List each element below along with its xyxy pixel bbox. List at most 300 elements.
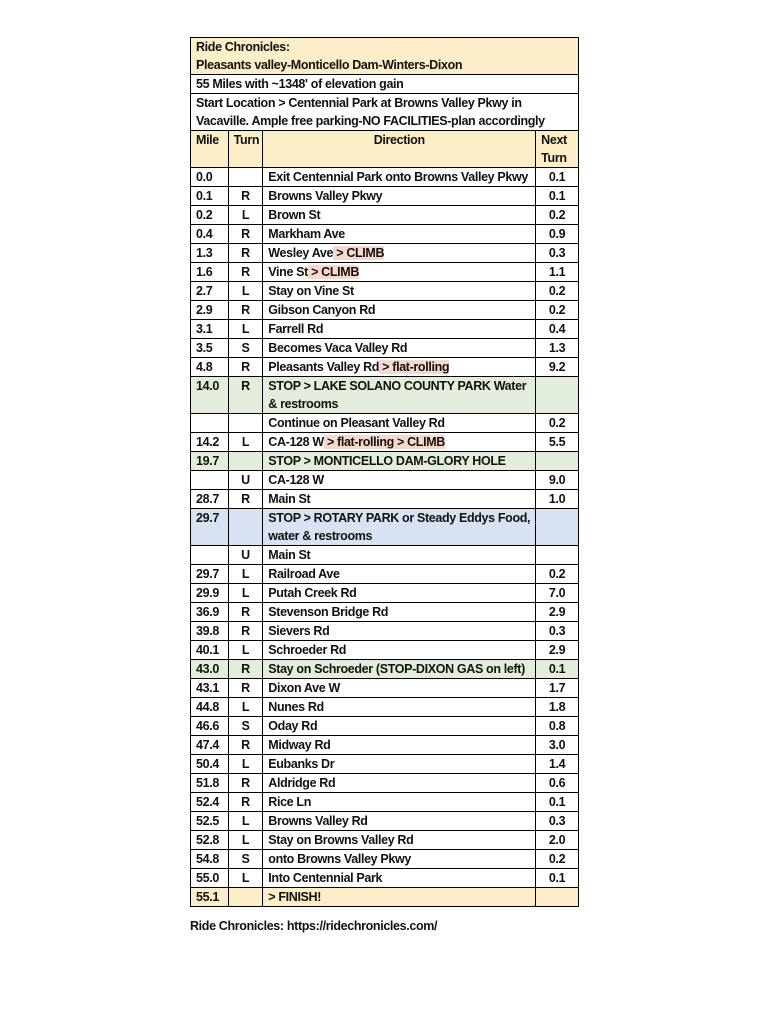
cue-next-turn: [536, 660, 579, 679]
sheet-title: [191, 38, 579, 75]
cue-mile-text: 0.1: [196, 189, 213, 203]
cue-turn: [228, 206, 263, 225]
cue-turn: [228, 187, 263, 206]
cue-turn: [228, 452, 263, 471]
cue-direction-text: Rice Ln: [268, 795, 311, 809]
cue-next-turn: [536, 414, 579, 433]
cue-row: [191, 244, 579, 263]
cue-next-turn-text: 0.1: [548, 871, 566, 885]
cue-mile: [191, 755, 229, 774]
cue-next-turn-text: 1.1: [548, 265, 566, 279]
cue-row: [191, 793, 579, 812]
cue-row: [191, 320, 579, 339]
cue-direction: [263, 584, 536, 603]
cue-next-turn: [536, 452, 579, 471]
cue-mile: [191, 584, 229, 603]
cue-direction: [263, 736, 536, 755]
cue-direction: [263, 546, 536, 565]
cue-direction: [263, 565, 536, 584]
cue-mile: [191, 565, 229, 584]
cue-next-turn-text: 1.7: [548, 681, 566, 695]
cue-next-turn: [536, 679, 579, 698]
cue-turn: [228, 509, 263, 546]
cue-direction: [263, 793, 536, 812]
cue-direction: [263, 850, 536, 869]
cue-mile-text: 4.8: [196, 360, 213, 374]
cue-turn: [228, 546, 263, 565]
cue-turn-text: R: [241, 492, 250, 506]
cue-direction-text: Pleasants Valley Rd: [268, 360, 380, 374]
cue-turn: [228, 660, 263, 679]
cue-direction-text: onto Browns Valley Pkwy: [268, 852, 411, 866]
cue-direction: [263, 603, 536, 622]
cue-next-turn: [536, 584, 579, 603]
cue-direction-text: Continue on Pleasant Valley Rd: [268, 416, 445, 430]
cue-next-turn: [536, 755, 579, 774]
cue-mile-text: 52.4: [196, 795, 219, 809]
cue-next-turn: [536, 509, 579, 546]
cue-mile-text: 14.0: [196, 379, 219, 393]
cue-next-turn-text: 0.2: [548, 852, 566, 866]
cue-next-turn-text: 0.2: [548, 567, 566, 581]
cue-next-turn-text: 1.0: [548, 492, 566, 506]
cue-turn: [228, 584, 263, 603]
cue-direction: [263, 622, 536, 641]
cue-turn-text: R: [241, 681, 250, 695]
cue-mile-text: 40.1: [196, 643, 219, 657]
cue-mile-text: 1.3: [196, 246, 213, 260]
cue-row: [191, 850, 579, 869]
cue-turn-text: R: [241, 246, 250, 260]
cue-row: [191, 301, 579, 320]
cue-row: [191, 888, 579, 907]
cue-next-turn-text: 0.1: [548, 170, 566, 184]
cue-turn: [228, 471, 263, 490]
cue-turn: [228, 888, 263, 907]
cue-direction-text: STOP > LAKE SOLANO COUNTY PARK Water & restrooms: [268, 379, 527, 411]
cue-mile: [191, 774, 229, 793]
cue-next-turn-text: 0.2: [548, 416, 566, 430]
cue-turn-text: R: [241, 189, 250, 203]
cue-next-turn-text: 0.6: [548, 776, 566, 790]
cue-row: [191, 546, 579, 565]
sheet-title-line1: Ride Chronicles:: [196, 40, 290, 54]
cue-next-turn: [536, 888, 579, 907]
cue-mile: [191, 168, 229, 187]
start-location-row: [191, 94, 579, 131]
cue-mile: [191, 509, 229, 546]
cue-direction: [263, 452, 536, 471]
cue-next-turn: [536, 698, 579, 717]
cue-next-turn-text: 0.1: [548, 189, 566, 203]
cue-direction-text: Exit Centennial Park onto Browns Valley Pkwy: [268, 170, 528, 184]
cue-mile: [191, 433, 229, 452]
cue-row: [191, 168, 579, 187]
cue-row: [191, 755, 579, 774]
cue-row: [191, 717, 579, 736]
cue-next-turn: [536, 717, 579, 736]
cue-next-turn-text: 0.2: [548, 303, 566, 317]
cue-mile: [191, 358, 229, 377]
cue-direction: [263, 263, 536, 282]
cue-mile: [191, 414, 229, 433]
cue-direction-text: Stevenson Bridge Rd: [268, 605, 389, 619]
cue-next-turn: [536, 603, 579, 622]
cue-next-turn-text: 2.9: [548, 605, 566, 619]
ride-summary: 55 Miles with ~1348' of elevation gain: [191, 75, 579, 94]
cue-turn-text: L: [241, 435, 250, 449]
cue-turn: [228, 679, 263, 698]
cue-next-turn: [536, 358, 579, 377]
cue-mile-text: 52.8: [196, 833, 219, 847]
cue-mile-text: 28.7: [196, 492, 219, 506]
cue-turn-text: R: [241, 227, 250, 241]
cue-turn-text: R: [241, 795, 250, 809]
cue-row: [191, 565, 579, 584]
cue-turn: [228, 339, 263, 358]
cue-direction-text: Farrell Rd: [268, 322, 324, 336]
cue-mile: [191, 225, 229, 244]
cue-mile: [191, 187, 229, 206]
cue-mile: [191, 812, 229, 831]
cue-next-turn-text: 0.3: [548, 246, 566, 260]
cue-next-turn: [536, 622, 579, 641]
cue-mile: [191, 377, 229, 414]
cue-turn-text: L: [241, 643, 250, 657]
cue-mile: [191, 850, 229, 869]
cue-turn-text: S: [241, 719, 250, 733]
cue-next-turn-text: 0.2: [548, 208, 566, 222]
column-header-row: [191, 131, 579, 168]
cue-next-turn-text: 0.1: [548, 795, 566, 809]
cue-next-turn: [536, 774, 579, 793]
cue-mile-text: 3.5: [196, 341, 213, 355]
cue-turn: [228, 850, 263, 869]
cue-next-turn: [536, 736, 579, 755]
cue-turn: [228, 812, 263, 831]
cue-turn-text: L: [241, 567, 250, 581]
cue-turn-text: L: [241, 757, 250, 771]
cue-direction-text: Main St: [268, 548, 311, 562]
cue-mile: [191, 679, 229, 698]
cue-next-turn-text: 9.0: [548, 473, 566, 487]
cue-turn: [228, 377, 263, 414]
cue-sheet: [190, 37, 579, 907]
cue-turn-text: L: [241, 700, 250, 714]
cue-direction-text: Stay on Schroeder (STOP-DIXON GAS on left): [268, 662, 525, 676]
cue-row: [191, 869, 579, 888]
cue-direction: [263, 320, 536, 339]
cue-next-turn-text: 9.2: [548, 360, 566, 374]
cue-direction: [263, 679, 536, 698]
cue-mile-text: 3.1: [196, 322, 213, 336]
cue-next-turn: [536, 206, 579, 225]
cue-direction-text: Main St: [268, 492, 311, 506]
cue-direction: [263, 888, 536, 907]
cue-turn-text: L: [241, 322, 250, 336]
cue-direction: [263, 433, 536, 452]
cue-row: [191, 263, 579, 282]
cue-turn: [228, 320, 263, 339]
cue-turn-text: L: [241, 833, 250, 847]
cue-turn: [228, 774, 263, 793]
cue-table: [190, 37, 579, 907]
cue-mile: [191, 717, 229, 736]
cue-turn: [228, 736, 263, 755]
cue-row: [191, 206, 579, 225]
cue-turn: [228, 622, 263, 641]
cue-direction: [263, 490, 536, 509]
cue-direction: [263, 339, 536, 358]
cue-turn-text: L: [241, 586, 250, 600]
cue-row: [191, 774, 579, 793]
cue-mile: [191, 793, 229, 812]
cue-direction-text: Stay on Browns Valley Rd: [268, 833, 414, 847]
terrain-highlight: > flat-rolling: [379, 360, 450, 374]
summary-row: [191, 75, 579, 94]
cue-turn-text: L: [241, 871, 250, 885]
cue-turn: [228, 414, 263, 433]
cue-turn-text: L: [241, 814, 250, 828]
cue-direction-text: Sievers Rd: [268, 624, 330, 638]
cue-direction: [263, 301, 536, 320]
cue-direction: [263, 414, 536, 433]
cue-next-turn-text: 1.4: [548, 757, 566, 771]
cue-row: [191, 698, 579, 717]
cue-row: [191, 660, 579, 679]
terrain-highlight: > CLIMB: [307, 265, 360, 279]
cue-direction-text: Railroad Ave: [268, 567, 340, 581]
cue-turn: [228, 755, 263, 774]
cue-direction: [263, 869, 536, 888]
cue-direction-text: STOP > ROTARY PARK or Steady Eddys Food, water & restrooms: [268, 511, 531, 543]
cue-direction: [263, 206, 536, 225]
cue-turn-text: R: [241, 605, 250, 619]
cue-next-turn-text: 2.0: [548, 833, 566, 847]
cue-turn: [228, 831, 263, 850]
cue-mile-text: 1.6: [196, 265, 213, 279]
cue-next-turn: [536, 339, 579, 358]
cue-direction: [263, 812, 536, 831]
cue-row: [191, 225, 579, 244]
cue-next-turn: [536, 433, 579, 452]
cue-next-turn-text: 1.8: [548, 700, 566, 714]
start-location: Start Location > Centennial Park at Browns Valley Pkwy in Vacaville. Ample free parking-NO FACILITIES-plan accordingly: [191, 94, 579, 131]
cue-direction-text: Oday Rd: [268, 719, 318, 733]
cue-direction: [263, 377, 536, 414]
cue-direction-text: CA-128 W: [268, 473, 324, 487]
cue-row: [191, 187, 579, 206]
cue-direction: [263, 717, 536, 736]
cue-mile-text: 39.8: [196, 624, 219, 638]
cue-direction-text: Stay on Vine St: [268, 284, 354, 298]
cue-next-turn: [536, 187, 579, 206]
cue-next-turn: [536, 869, 579, 888]
cue-next-turn: [536, 225, 579, 244]
cue-next-turn: [536, 641, 579, 660]
cue-direction-text: Schroeder Rd: [268, 643, 347, 657]
cue-turn-text: S: [241, 341, 250, 355]
cue-next-turn-text: 0.8: [548, 719, 566, 733]
cue-direction-text: Putah Creek Rd: [268, 586, 357, 600]
cue-mile-text: 29.7: [196, 511, 219, 525]
cue-direction-text: CA-128 W: [268, 435, 324, 449]
cue-turn-text: R: [241, 265, 250, 279]
cue-next-turn-text: 1.3: [548, 341, 566, 355]
cue-row: [191, 509, 579, 546]
cue-next-turn-text: 0.1: [548, 662, 566, 676]
cue-row: [191, 377, 579, 414]
cue-mile-text: 54.8: [196, 852, 219, 866]
cue-mile: [191, 641, 229, 660]
cue-mile-text: 52.5: [196, 814, 219, 828]
cue-direction: [263, 187, 536, 206]
cue-next-turn: [536, 546, 579, 565]
cue-direction: [263, 358, 536, 377]
cue-row: [191, 490, 579, 509]
cue-direction: [263, 755, 536, 774]
cue-turn-text: R: [241, 379, 250, 393]
cue-mile-text: 0.0: [196, 170, 213, 184]
cue-direction: [263, 831, 536, 850]
cue-next-turn-text: 5.5: [548, 435, 566, 449]
cue-direction-text: Browns Valley Rd: [268, 814, 368, 828]
cue-direction: [263, 774, 536, 793]
cue-turn: [228, 282, 263, 301]
cue-row: [191, 584, 579, 603]
cue-mile: [191, 471, 229, 490]
cue-turn: [228, 301, 263, 320]
cue-direction: [263, 641, 536, 660]
cue-direction: [263, 471, 536, 490]
terrain-highlight: > CLIMB: [333, 246, 385, 260]
cue-turn: [228, 263, 263, 282]
cue-direction-text: > FINISH!: [268, 890, 322, 904]
cue-turn: [228, 869, 263, 888]
header-direction: Direction: [263, 131, 536, 168]
cue-mile: [191, 301, 229, 320]
footer-credit: Ride Chronicles: https://ridechronicles.com/: [190, 919, 438, 933]
terrain-highlight: > flat-rolling > CLIMB: [323, 435, 445, 449]
cue-direction-text: Aldridge Rd: [268, 776, 336, 790]
cue-next-turn: [536, 831, 579, 850]
cue-mile: [191, 736, 229, 755]
cue-next-turn: [536, 850, 579, 869]
cue-turn: [228, 698, 263, 717]
cue-turn-text: R: [241, 624, 250, 638]
cue-mile: [191, 452, 229, 471]
cue-turn-text: U: [241, 473, 250, 487]
cue-mile-text: 55.1: [196, 890, 219, 904]
cue-turn-text: R: [241, 776, 250, 790]
cue-direction: [263, 282, 536, 301]
cue-next-turn-text: 2.9: [548, 643, 566, 657]
cue-turn: [228, 490, 263, 509]
cue-mile: [191, 244, 229, 263]
cue-turn: [228, 225, 263, 244]
cue-next-turn: [536, 793, 579, 812]
cue-direction: [263, 168, 536, 187]
cue-direction: [263, 698, 536, 717]
cue-mile-text: 50.4: [196, 757, 219, 771]
header-mile: Mile: [191, 131, 229, 168]
cue-row: [191, 452, 579, 471]
header-next-turn: Next Turn: [536, 131, 579, 168]
cue-direction-text: Dixon Ave W: [268, 681, 340, 695]
cue-mile-text: 43.0: [196, 662, 219, 676]
cue-turn-text: R: [241, 360, 250, 374]
cue-row: [191, 736, 579, 755]
cue-direction-text: Gibson Canyon Rd: [268, 303, 376, 317]
cue-mile: [191, 869, 229, 888]
cue-direction-text: Markham Ave: [268, 227, 345, 241]
cue-turn: [228, 603, 263, 622]
cue-turn-text: R: [241, 303, 250, 317]
cue-next-turn: [536, 263, 579, 282]
cue-next-turn: [536, 377, 579, 414]
cue-turn: [228, 433, 263, 452]
cue-row: [191, 679, 579, 698]
cue-mile-text: 2.7: [196, 284, 213, 298]
cue-mile-text: 29.9: [196, 586, 219, 600]
cue-row: [191, 433, 579, 452]
cue-direction: [263, 509, 536, 546]
title-row: [191, 38, 579, 75]
cue-turn: [228, 641, 263, 660]
cue-mile: [191, 546, 229, 565]
cue-mile: [191, 339, 229, 358]
cue-next-turn-text: 0.3: [548, 624, 566, 638]
cue-row: [191, 358, 579, 377]
cue-turn-text: S: [241, 852, 250, 866]
cue-mile-text: 44.8: [196, 700, 219, 714]
cue-mile-text: 43.1: [196, 681, 219, 695]
cue-direction-text: Eubanks Dr: [268, 757, 335, 771]
cue-turn: [228, 244, 263, 263]
cue-direction-text: Wesley Ave: [268, 246, 334, 260]
sheet-title-line2: Pleasants valley-Monticello Dam-Winters-Dixon: [196, 58, 463, 72]
cue-mile: [191, 888, 229, 907]
cue-direction-text: Becomes Vaca Valley Rd: [268, 341, 408, 355]
cue-row: [191, 812, 579, 831]
cue-mile: [191, 206, 229, 225]
cue-next-turn: [536, 168, 579, 187]
cue-mile: [191, 263, 229, 282]
cue-mile-text: 2.9: [196, 303, 213, 317]
cue-next-turn: [536, 301, 579, 320]
cue-next-turn: [536, 282, 579, 301]
cue-mile-text: 0.2: [196, 208, 213, 222]
cue-row: [191, 603, 579, 622]
cue-mile: [191, 831, 229, 850]
cue-mile-text: 47.4: [196, 738, 219, 752]
cue-next-turn: [536, 320, 579, 339]
cue-turn: [228, 717, 263, 736]
cue-turn: [228, 565, 263, 584]
cue-direction-text: Nunes Rd: [268, 700, 324, 714]
cue-mile: [191, 490, 229, 509]
cue-direction-text: STOP > MONTICELLO DAM-GLORY HOLE: [268, 454, 506, 468]
cue-direction-text: Into Centennial Park: [268, 871, 383, 885]
cue-next-turn: [536, 490, 579, 509]
cue-turn-text: L: [241, 208, 250, 222]
cue-next-turn: [536, 812, 579, 831]
cue-mile-text: 14.2: [196, 435, 219, 449]
cue-turn-text: L: [241, 284, 250, 298]
cue-turn: [228, 793, 263, 812]
cue-direction: [263, 225, 536, 244]
cue-mile: [191, 622, 229, 641]
